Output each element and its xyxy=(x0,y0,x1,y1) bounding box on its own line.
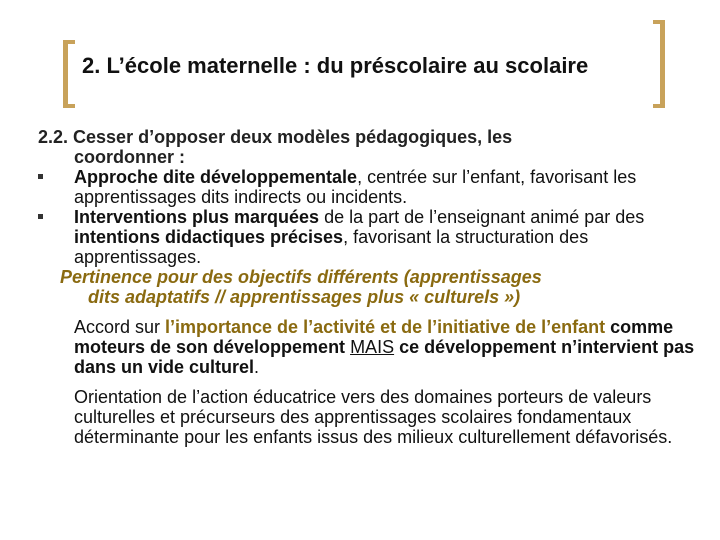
slide-title: 2. L’école maternelle : du préscolaire au scolaire xyxy=(82,53,589,78)
square-bullet-icon xyxy=(38,174,43,179)
bullet-item xyxy=(38,167,700,207)
para1-bold1: comme moteurs de son développement xyxy=(74,317,674,357)
para1-prefix: Accord sur xyxy=(74,317,166,337)
emphasis-line1: Pertinence pour des objectifs différents (apprentissages xyxy=(60,267,542,287)
paragraph-accord xyxy=(38,317,700,377)
title-bracket-right xyxy=(653,20,665,108)
section-heading-line1: 2.2. Cesser d’opposer deux modèles pédagogiques, les xyxy=(38,127,513,147)
section-heading xyxy=(38,127,700,167)
paragraph-orientation xyxy=(38,387,700,447)
emphasis-block xyxy=(38,267,700,307)
section-heading-line2: coordonner : xyxy=(74,147,185,167)
emphasis-line2: dits adaptatifs // apprentissages plus « culturels ») xyxy=(88,287,521,307)
bullet-1-text: , centrée sur l’enfant, favorisant les apprentissages dits indirects ou incidents. xyxy=(74,167,637,207)
bullet-1-bold: Approche dite développementale xyxy=(74,167,358,187)
bullet-2-bold2: intentions didactiques précises xyxy=(74,227,344,247)
para1-end: . xyxy=(254,357,260,377)
bullet-list xyxy=(38,167,700,267)
title-bracket-left xyxy=(63,40,75,108)
para1-gold: l’importance de l’activité et de l’initiative de l’enfant xyxy=(165,317,606,337)
bullet-2-bold: Interventions plus marquées xyxy=(74,207,320,227)
square-bullet-icon xyxy=(38,214,43,219)
bullet-2-mid: de la part de l’enseignant animé par des xyxy=(319,207,645,227)
slide-body xyxy=(38,127,700,447)
bullet-2-text: , favorisant la structuration des apprentissages. xyxy=(74,227,589,267)
para1-underlined: MAIS xyxy=(350,337,395,357)
bullet-item xyxy=(38,207,700,267)
para2-text: Orientation de l’action éducatrice vers des domaines porteurs de valeurs culturelles et précurseurs des apprentissages scolaires fondamentaux déterminante pour les enfants issus des milieux culturellement défavorisés. xyxy=(74,387,673,447)
para1-bold2: ce développement n’intervient pas dans un vide culturel xyxy=(74,337,695,377)
